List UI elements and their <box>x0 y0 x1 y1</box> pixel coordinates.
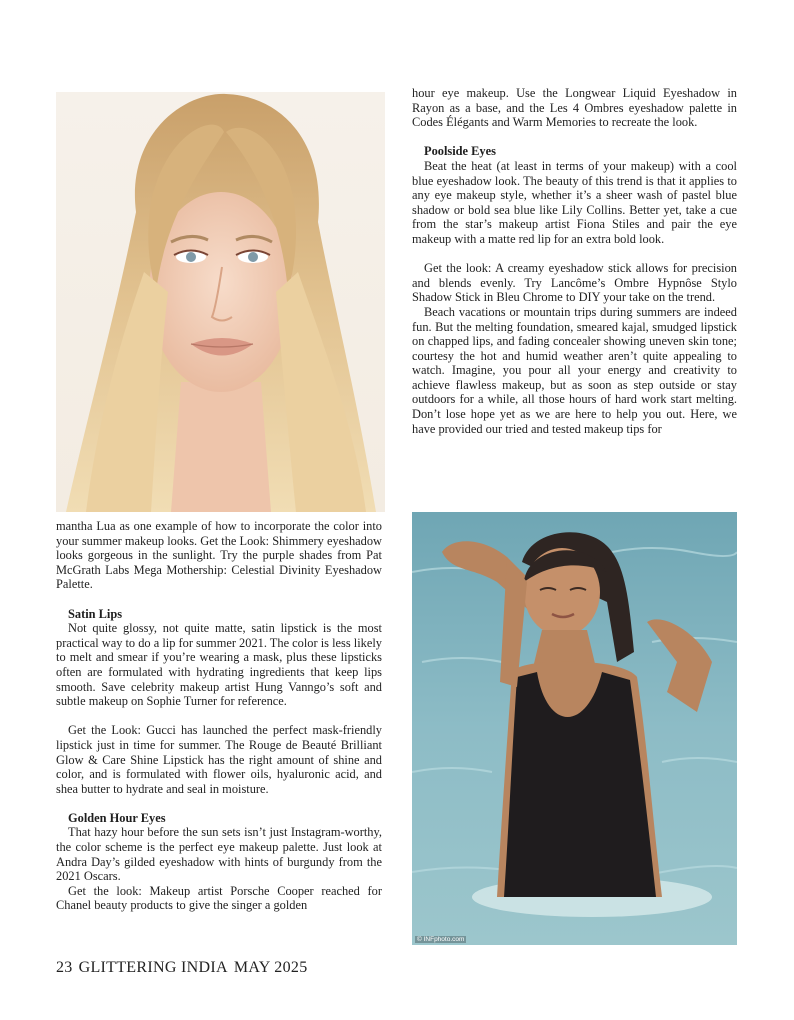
portrait-photo <box>56 92 385 512</box>
magazine-name: GLITTERING INDIA <box>78 959 228 976</box>
left-text-column <box>56 519 382 913</box>
golden-hour-paragraph-2: Get the look: Makeup artist Porsche Cooper reached for Chanel beauty products to give the singer a golden <box>56 883 382 913</box>
left-continuation-paragraph: mantha Lua as one example of how to incorporate the color into your summer makeup looks. Get the Look: Shimmery eyeshadow looks gorgeous in the sunlight. Try the purple shades from Pat McGrath Labs Mega Mothership: Celestial Divinity Eyeshadow Palette. <box>56 519 382 592</box>
page-number: 23 <box>56 959 73 976</box>
right-text-column <box>412 86 737 436</box>
poolside-eyes-paragraph-1: Beat the heat (at least in terms of your makeup) with a cool blue eyeshadow look. The beauty of this trend is that it applies to any eye makeup style, whether it’s a sheer wash of pastel blue shadow or bold sea blue like Lily Collins. Better yet, take a cue from the star’s makeup artist Fiona Stiles and pair the eye makeup with a matte red lip for an extra bold look. <box>412 158 737 246</box>
page-footer <box>56 959 314 977</box>
right-continuation-paragraph: hour eye makeup. Use the Longwear Liquid Eyeshadow in Rayon as a base, and the Les 4 Ombres eyeshadow palette in Codes Élégants and Warm Memories to recreate the look. <box>412 86 737 130</box>
satin-lips-heading: Satin Lips <box>68 606 123 621</box>
poolside-eyes-paragraph-2: Get the look: A creamy eyeshadow stick allows for precision and blends evenly. Try Lancôme’s Ombre Hypnôse Stylo Shadow Stick in Bleu Chrome to DIY your take on the trend. <box>412 261 737 305</box>
beach-photo <box>412 512 737 945</box>
satin-lips-paragraph-2: Get the Look: Gucci has launched the perfect mask-friendly lipstick just in time for summer. The Rouge de Beauté Brilliant Glow & Care Shine Lipstick has the right amount of shine and color, and is formulated with flower oils, hyaluronic acid, and shea butter to hydrate and seal in moisture. <box>56 723 382 796</box>
poolside-eyes-heading: Poolside Eyes <box>424 144 496 159</box>
issue-date: MAY 2025 <box>233 959 308 976</box>
satin-lips-paragraph-1: Not quite glossy, not quite matte, satin lipstick is the most practical way to do a lip for summer 2021. The color is less likely to melt and smear if you’re wearing a mask, plus these lipsticks often are formulated with hydrating ingredients that keep lips smooth. Save celebrity makeup artist Hung Vanngo’s soft and subtle makeup on Sophie Turner for reference. <box>56 621 382 709</box>
photo-credit: © INFphoto.com <box>417 936 465 943</box>
golden-hour-heading: Golden Hour Eyes <box>68 810 166 825</box>
golden-hour-paragraph-1: That hazy hour before the sun sets isn’t just Instagram-worthy, the color scheme is the perfect eye makeup palette. Just look at Andra Day’s gilded eyeshadow with hints of burgundy from the 2021 Oscars. <box>56 825 382 884</box>
beach-vacations-paragraph: Beach vacations or mountain trips during summers are indeed fun. But the melting foundation, smeared kajal, smudged lipstick on chapped lips, and fading concealer showing uneven skin tone; courtesy the hot and humid weather aren’t quite appealing to watch. Imagine, you pour all your energy and creativity to achieve flawless makeup, but as soon as step outside or stay outdoors for a while, all those hours of hard work start melting. Don’t lose hope yet as we are here to help you out. Here, we have provided our tried and tested makeup tips for <box>412 304 737 436</box>
